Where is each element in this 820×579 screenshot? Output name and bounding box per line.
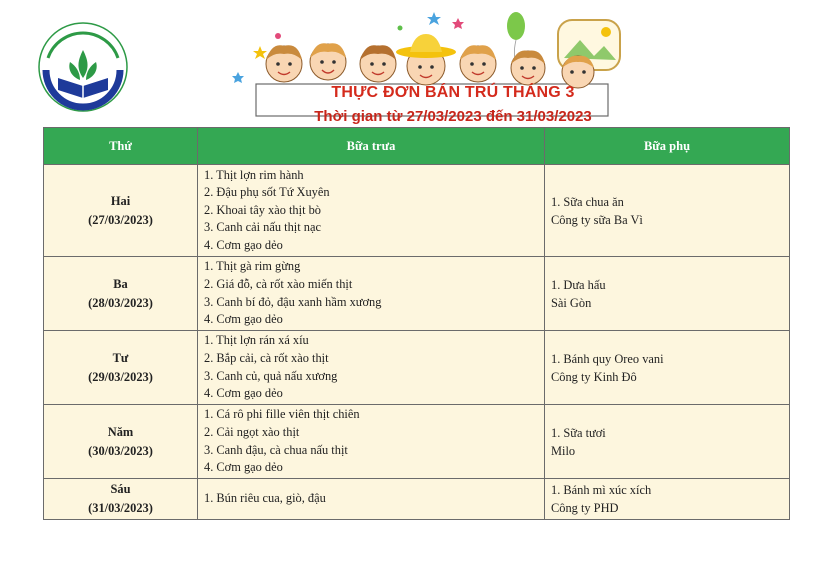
- column-header-day: Thứ: [44, 128, 198, 165]
- day-name: Năm: [107, 424, 134, 439]
- snack-item: 1. Sữa tươi: [551, 425, 606, 440]
- lunch-item: 2. Cải ngọt xào thịt: [204, 424, 300, 439]
- day-name: Tư: [112, 350, 129, 365]
- day-cell: [44, 257, 198, 331]
- star-icon: [427, 12, 441, 25]
- snack-supplier: Milo: [551, 443, 576, 458]
- page-subtitle: Thời gian từ 27/03/2023 đến 31/03/2023: [314, 108, 592, 125]
- snack-cell: [545, 331, 790, 405]
- snack-item: 1. Bánh quy Oreo vani: [551, 351, 664, 366]
- star-icon: [452, 18, 464, 29]
- table-header-row: [44, 128, 790, 165]
- menu-table: [43, 127, 790, 520]
- day-cell: [44, 479, 198, 520]
- lunch-item: 1. Thịt gà rim gừng: [204, 259, 301, 274]
- table-row: [44, 257, 790, 331]
- day-cell: [44, 165, 198, 257]
- day-cell: [44, 405, 198, 479]
- lunch-item: 2. Đậu phụ sốt Tứ Xuyên: [204, 185, 330, 200]
- table-row: [44, 165, 790, 257]
- snack-supplier: Công ty sữa Ba Vì: [551, 212, 643, 227]
- lunch-item: 3. Canh bí đỏ, đậu xanh hầm xương: [204, 294, 382, 309]
- lunch-item: 1. Bún riêu cua, giò, đậu: [204, 491, 326, 506]
- column-header-snack: Bữa phụ: [545, 128, 790, 165]
- snack-supplier: Sài Gòn: [551, 295, 592, 310]
- snack-supplier: Công ty PHD: [551, 501, 619, 515]
- lunch-item: 3. Canh cải nấu thịt nạc: [204, 220, 321, 235]
- lunch-item: 1. Cá rô phi fille viên thịt chiên: [204, 407, 360, 422]
- snack-supplier: Công ty Kinh Đô: [551, 369, 637, 384]
- lunch-cell: [198, 165, 545, 257]
- day-date: (28/03/2023): [88, 295, 153, 310]
- snack-cell: [545, 479, 790, 520]
- table-row: [44, 405, 790, 479]
- day-cell: [44, 331, 198, 405]
- lunch-item: 4. Cơm gạo dẻo: [204, 460, 283, 475]
- snack-item: 1. Dưa hấu: [551, 277, 606, 292]
- day-date: (27/03/2023): [88, 212, 153, 227]
- lunch-item: 2. Giá đỗ, cà rốt xào miến thịt: [204, 276, 353, 291]
- day-date: (29/03/2023): [88, 369, 153, 384]
- snack-cell: [545, 405, 790, 479]
- lunch-item: 3. Canh củ, quả nấu xương: [204, 368, 338, 383]
- day-name: Sáu: [110, 482, 131, 496]
- page-title: THỰC ĐƠN BÁN TRÚ THÁNG 3: [331, 84, 575, 101]
- lunch-cell: [198, 405, 545, 479]
- lunch-item: 1. Thịt lợn rán xá xíu: [204, 333, 309, 348]
- snack-cell: [545, 257, 790, 331]
- day-name: Hai: [110, 193, 131, 208]
- lunch-cell: [198, 331, 545, 405]
- lunch-item: 2. Khoai tây xào thịt bò: [204, 202, 322, 217]
- star-icon: [253, 46, 267, 59]
- day-date: (30/03/2023): [88, 443, 153, 458]
- snack-item: 1. Sữa chua ăn: [551, 194, 624, 209]
- lunch-item: 2. Bắp cải, cà rốt xào thịt: [204, 350, 329, 365]
- snack-cell: [545, 165, 790, 257]
- lunch-item: 4. Cơm gạo dẻo: [204, 237, 283, 252]
- lunch-item: 4. Cơm gạo dẻo: [204, 386, 283, 401]
- lunch-item: 1. Thịt lợn rim hành: [204, 167, 304, 182]
- lunch-cell: [198, 257, 545, 331]
- lunch-cell: [198, 479, 545, 520]
- table-row: [44, 331, 790, 405]
- table-row: [44, 479, 790, 520]
- lunch-item: 4. Cơm gạo dẻo: [204, 312, 283, 327]
- snack-item: 1. Bánh mì xúc xích: [551, 483, 652, 497]
- day-name: Ba: [113, 276, 128, 291]
- lunch-item: 3. Canh đậu, cà chua nấu thịt: [204, 442, 348, 457]
- school-logo: [36, 20, 130, 114]
- star-icon: [232, 72, 244, 83]
- column-header-lunch: Bữa trưa: [198, 128, 545, 165]
- day-date: (31/03/2023): [88, 501, 153, 515]
